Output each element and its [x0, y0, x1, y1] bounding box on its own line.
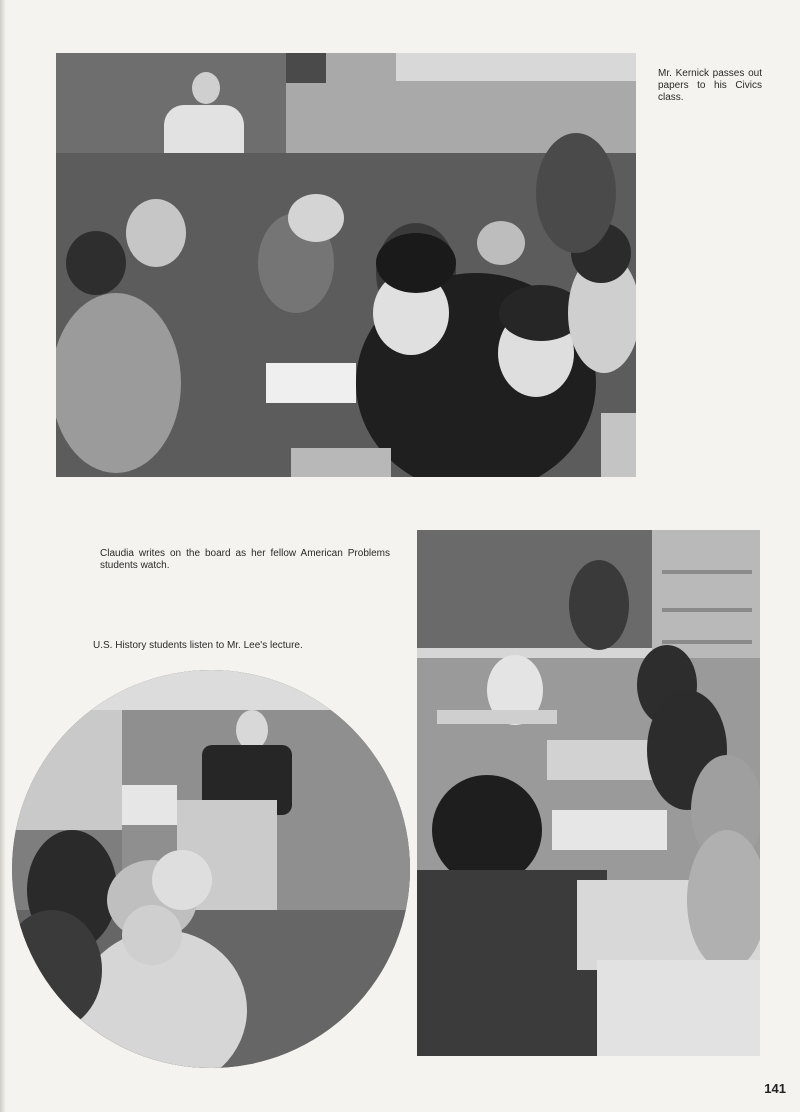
civics-class-photo [56, 53, 636, 477]
american-problems-class-photo [417, 530, 760, 1056]
american-problems-caption: Claudia writes on the board as her fellow American Problems students watch. [100, 548, 390, 571]
us-history-caption: U.S. History students listen to Mr. Lee's lecture. [93, 640, 303, 651]
civics-caption: Mr. Kernick passes out papers to his Civics class. [658, 68, 762, 103]
page-number: 141 [764, 1081, 786, 1096]
us-history-lecture-photo [12, 670, 410, 1068]
binding-shadow [0, 0, 6, 1112]
